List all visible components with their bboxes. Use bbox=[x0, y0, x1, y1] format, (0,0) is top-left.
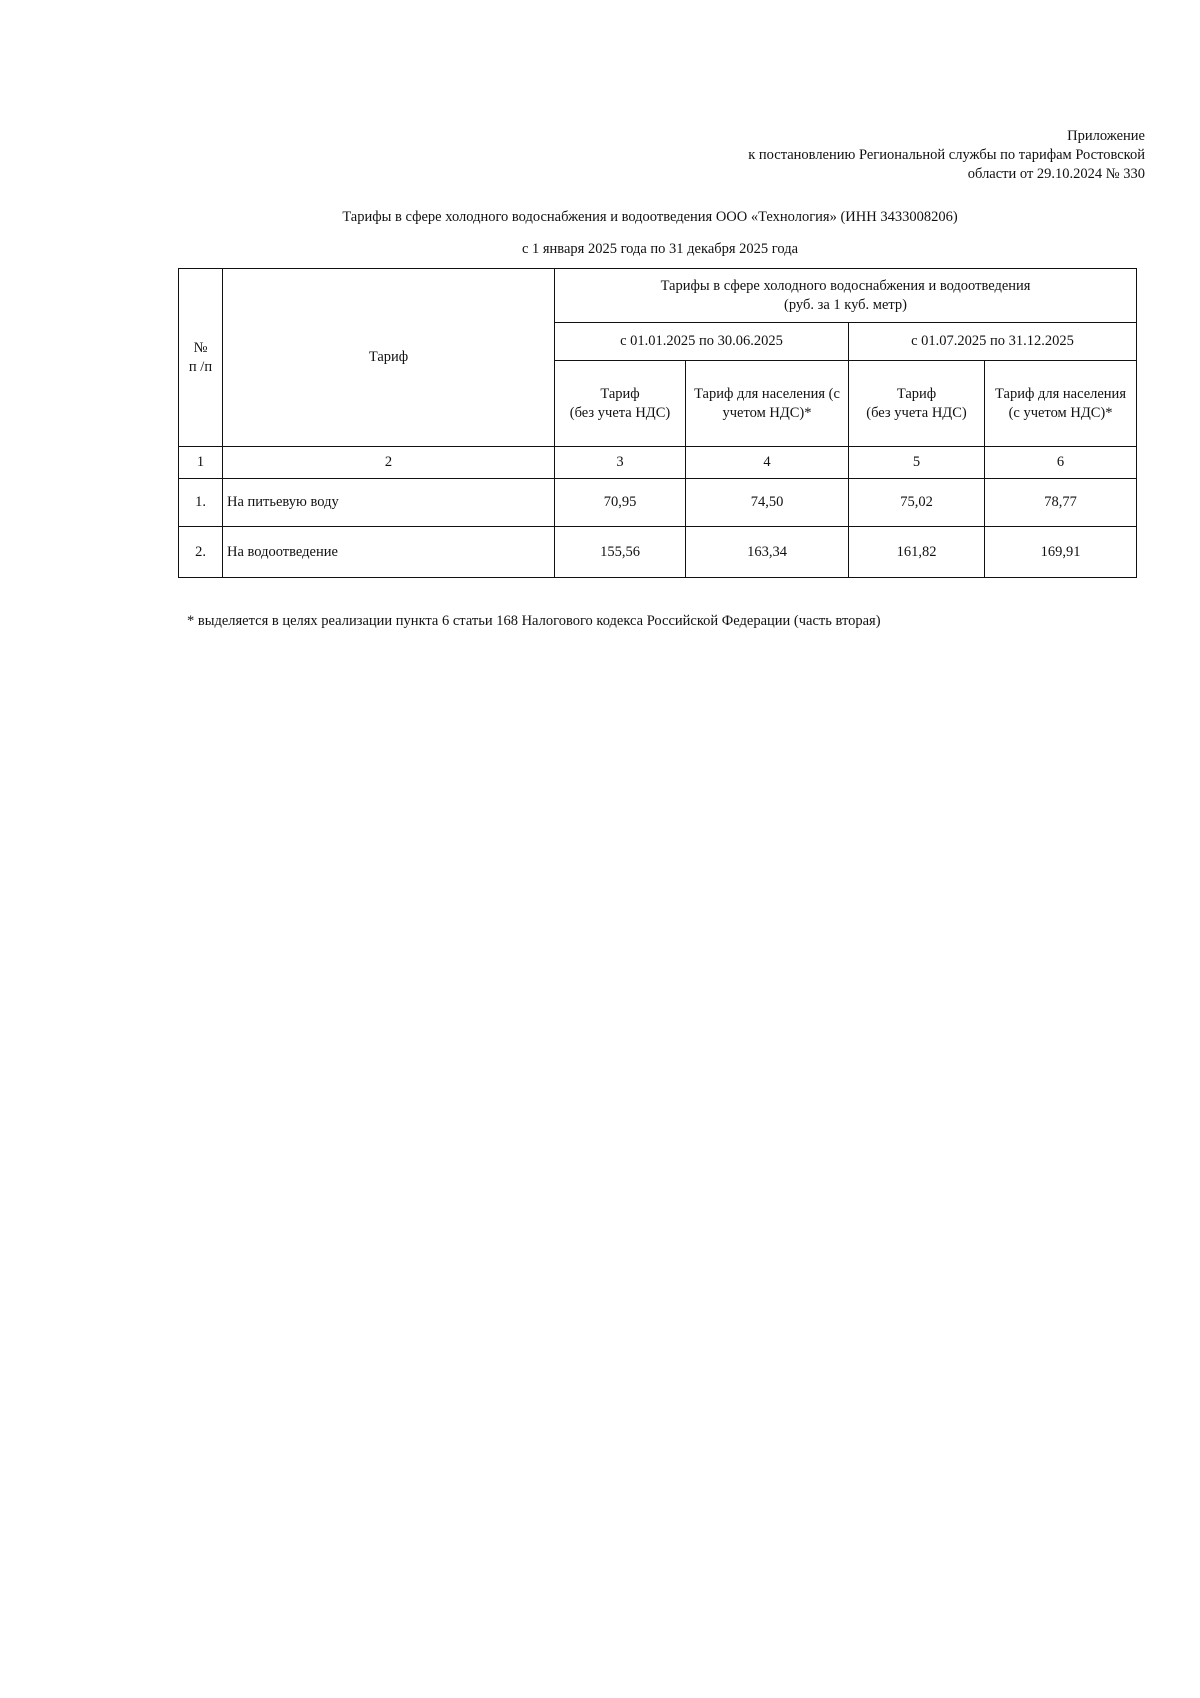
header-no-vat-1: Тариф (без учета НДС) bbox=[555, 361, 686, 447]
header-period-1: с 01.01.2025 по 30.06.2025 bbox=[555, 323, 849, 361]
document-period: с 1 января 2025 года по 31 декабря 2025 года bbox=[521, 241, 799, 257]
header-period-2: с 01.07.2025 по 31.12.2025 bbox=[849, 323, 1137, 361]
tariff-value: 75,02 bbox=[849, 479, 985, 527]
header-group bbox=[555, 269, 1137, 323]
tariff-value: 78,77 bbox=[985, 479, 1137, 527]
tariff-value: 161,82 bbox=[849, 527, 985, 578]
column-number: 1 bbox=[179, 447, 223, 479]
tariff-value: 74,50 bbox=[686, 479, 849, 527]
column-number: 5 bbox=[849, 447, 985, 479]
appendix-resolution: к постановлению Региональной службы по тарифам Ростовской bbox=[748, 147, 1145, 163]
header-number-symbol: № bbox=[193, 339, 208, 356]
column-number: 6 bbox=[985, 447, 1137, 479]
row-tariff-name: На водоотведение bbox=[223, 527, 555, 578]
row-number: 2. bbox=[179, 527, 223, 578]
column-number: 4 bbox=[686, 447, 849, 479]
header-group-line2: (руб. за 1 куб. метр) bbox=[784, 296, 907, 313]
document-title: Тарифы в сфере холодного водоснабжения и водоотведения ООО «Технология» (ИНН 3433008206) bbox=[342, 209, 958, 225]
header-no-vat-2: Тариф (без учета НДС) bbox=[849, 361, 985, 447]
tariff-value: 70,95 bbox=[555, 479, 686, 527]
column-number: 2 bbox=[223, 447, 555, 479]
row-number: 1. bbox=[179, 479, 223, 527]
appendix-label: Приложение bbox=[1067, 128, 1145, 144]
table-row bbox=[179, 479, 1137, 527]
appendix-date-number: области от 29.10.2024 № 330 bbox=[967, 166, 1145, 182]
footnote: * выделяется в целях реализации пункта 6 статьи 168 Налогового кодекса Российской Федерации (часть вторая) bbox=[187, 613, 881, 629]
tariff-value: 163,34 bbox=[686, 527, 849, 578]
appendix-header bbox=[625, 127, 1145, 184]
header-population-vat-1: Тариф для населения (с учетом НДС)* bbox=[686, 361, 849, 447]
header-group-line1: Тарифы в сфере холодного водоснабжения и водоотведения bbox=[660, 277, 1031, 294]
table-row bbox=[179, 527, 1137, 578]
tariff-value: 155,56 bbox=[555, 527, 686, 578]
header-number-text: п /п bbox=[188, 358, 213, 375]
header-population-vat-2: Тариф для населения (с учетом НДС)* bbox=[985, 361, 1137, 447]
column-number: 3 bbox=[555, 447, 686, 479]
row-tariff-name: На питьевую воду bbox=[223, 479, 555, 527]
tariff-value: 169,91 bbox=[985, 527, 1137, 578]
header-tariff: Тариф bbox=[223, 269, 555, 447]
tariff-table bbox=[178, 268, 1137, 578]
header-number bbox=[179, 269, 223, 447]
